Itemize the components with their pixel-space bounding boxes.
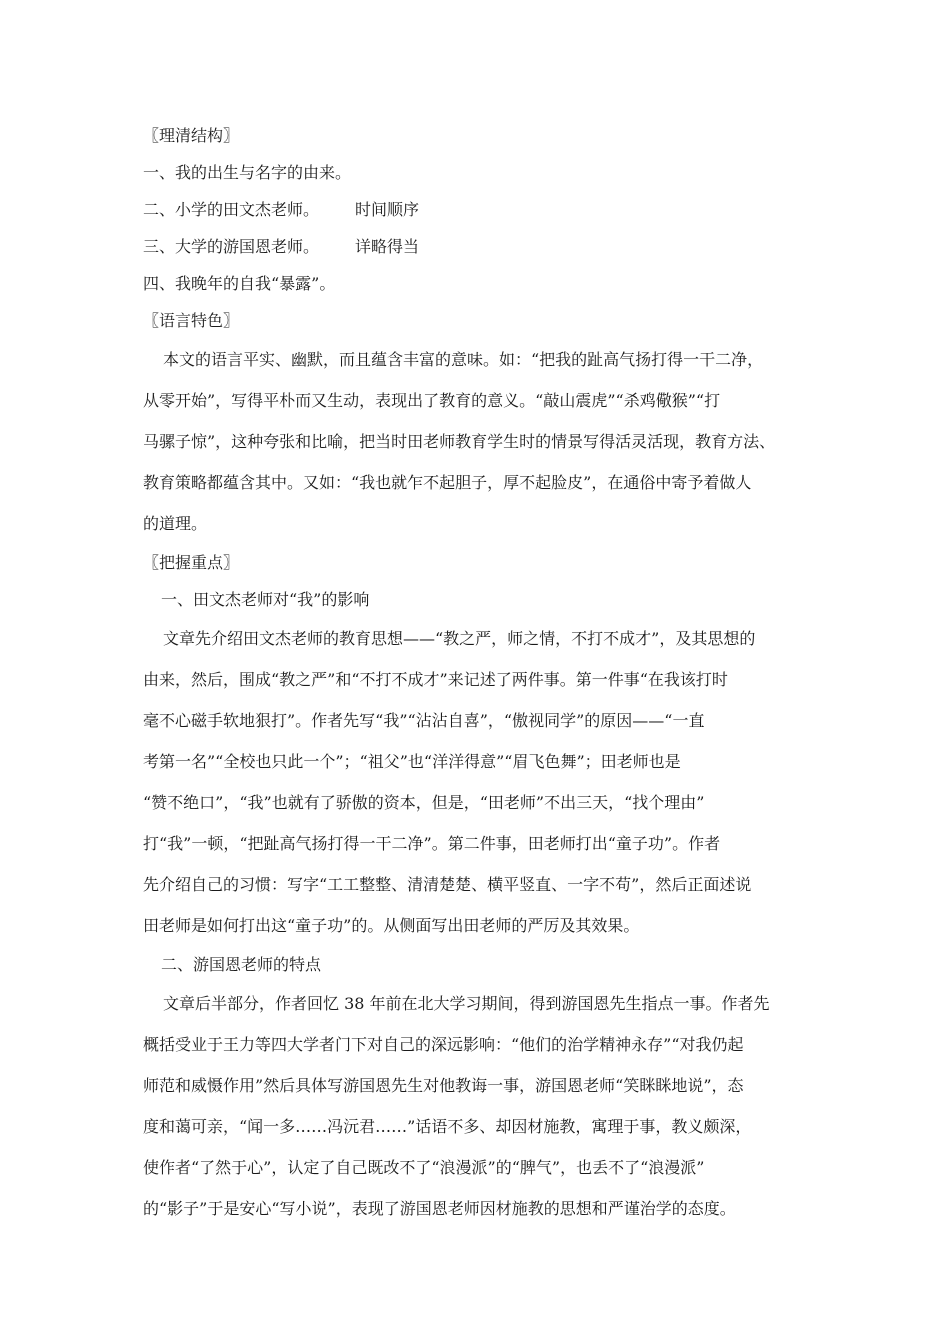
document-page [143, 117, 813, 1229]
paragraph-line: 打“我”一顿，“把趾高气扬打得一干二净”。第二件事，田老师打出“童子功”。作者 [143, 834, 721, 853]
structure-item-3 [143, 228, 813, 265]
focus-subheading-1: 一、田文杰老师对“我”的影响 [161, 590, 370, 609]
structure-item-note: 详略得当 [355, 237, 420, 256]
paragraph-line: 马骡子惊”，这种夸张和比喻，把当时田老师教育学生时的情景写得活灵活现，教育方法、 [143, 432, 776, 451]
paragraph-line: 师范和威慑作用”然后具体写游国恩先生对他教诲一事，游国恩老师“笑眯眯地说”，态 [143, 1076, 744, 1095]
structure-item-text: 四、我晚年的自我“暴露”。 [143, 274, 336, 293]
paragraph-line: 本文的语言平实、幽默，而且蕴含丰富的意味。如：“把我的趾高气扬打得一干二净， [163, 350, 764, 369]
paragraph-line: 考第一名”“全校也只此一个”；“祖父”也“洋洋得意”“眉飞色舞”；田老师也是 [143, 752, 681, 771]
language-paragraph [143, 339, 813, 544]
structure-heading: 〖理清结构〗 [143, 126, 240, 145]
paragraph-line: 的道理。 [143, 514, 208, 533]
paragraph-line: 度和蔼可亲，“闻一多……冯沅君……”话语不多、却因材施教，寓理于事，教义颇深， [143, 1117, 752, 1136]
language-heading: 〖语言特色〗 [143, 311, 240, 330]
paragraph-line: 田老师是如何打出这“童子功”的。从侧面写出田老师的严厉及其效果。 [143, 916, 640, 935]
structure-item-2 [143, 191, 813, 228]
structure-item-text: 一、我的出生与名字的由来。 [143, 163, 352, 182]
structure-item-1 [143, 154, 813, 191]
focus-heading: 〖把握重点〗 [143, 553, 240, 572]
structure-item-text: 二、小学的田文杰老师。 [143, 200, 320, 219]
focus-paragraph-2 [143, 983, 813, 1229]
paragraph-line: 文章先介绍田文杰老师的教育思想——“教之严，师之情，不打不成才”，及其思想的 [163, 629, 756, 648]
paragraph-line: 由来，然后，围成“教之严”和“不打不成才”来记述了两件事。第一件事“在我该打时 [143, 670, 728, 689]
focus-subheading-2: 二、游国恩老师的特点 [161, 955, 322, 974]
paragraph-line: “赞不绝口”，“我”也就有了骄傲的资本，但是，“田老师”不出三天，“找个理由” [143, 793, 705, 812]
structure-item-text: 三、大学的游国恩老师。 [143, 237, 320, 256]
paragraph-line: 使作者“了然于心”，认定了自己既改不了“浪漫派”的“脾气”，也丢不了“浪漫派” [143, 1158, 705, 1177]
paragraph-line: 先介绍自己的习惯：写字“工工整整、清清楚楚、横平竖直、一字不苟”，然后正面述说 [143, 875, 752, 894]
focus-paragraph-1 [143, 618, 813, 946]
paragraph-line: 毫不心磁手软地狠打”。作者先写“我”“沾沾自喜”，“傲视同学”的原因——“一直 [143, 711, 705, 730]
structure-item-note: 时间顺序 [355, 200, 420, 219]
paragraph-line: 教育策略都蕴含其中。又如：“我也就乍不起胆子，厚不起脸皮”，在通俗中寄予着做人 [143, 473, 752, 492]
paragraph-line: 概括受业于王力等四大学者门下对自己的深远影响：“他们的治学精神永存”“对我仍起 [143, 1035, 744, 1054]
structure-item-4 [143, 265, 813, 302]
paragraph-line: 从零开始”，写得平朴而又生动，表现出了教育的意义。“敲山震虎”“杀鸡儆猴”“打 [143, 391, 721, 410]
paragraph-line: 的“影子”于是安心“写小说”，表现了游国恩老师因材施教的思想和严谨治学的态度。 [143, 1199, 736, 1218]
paragraph-line: 文章后半部分，作者回忆 38 年前在北大学习期间，得到游国恩先生指点一事。作者先 [163, 994, 770, 1013]
